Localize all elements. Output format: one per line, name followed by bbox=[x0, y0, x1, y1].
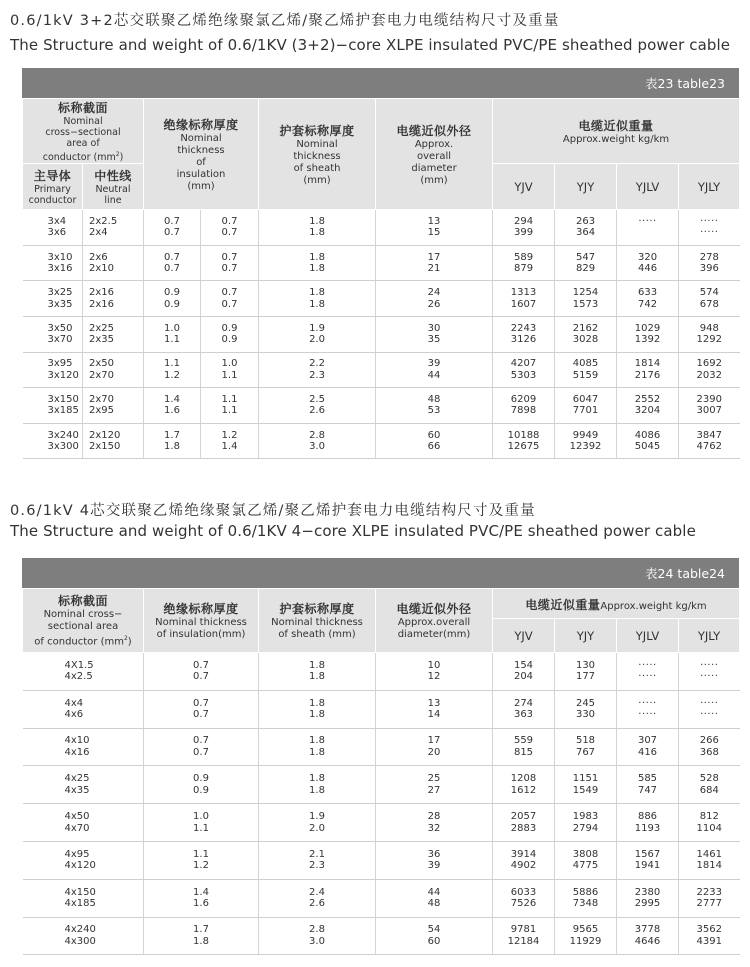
table23-yjlv-cell: 633 742 bbox=[617, 281, 679, 317]
table24-diameter-cell: 28 32 bbox=[376, 804, 493, 842]
table23-neutral-cell: 2x25 2x35 bbox=[83, 316, 144, 352]
table23-insulation-primary-cell: 1.1 1.2 bbox=[144, 352, 201, 388]
table24-area-header: 标称截面 Nominal cross− sectional area of conductor $(mm^2)$ bbox=[23, 589, 144, 653]
table24-area-cell: 4X1.5 4x2.5 bbox=[23, 653, 144, 691]
table24-yjy-cell: 245 330 bbox=[555, 690, 617, 728]
table24-yjv-cell: 9781 12184 bbox=[493, 917, 555, 955]
table23-yjv-cell: 10188 12675 bbox=[493, 423, 555, 459]
table24-area-cell: 4x240 4x300 bbox=[23, 917, 144, 955]
table24-yjlv-cell: 886 1193 bbox=[617, 804, 679, 842]
table24-area-cell: 4x10 4x16 bbox=[23, 728, 144, 766]
table24-yjy-header: YJY bbox=[555, 619, 617, 653]
table24-yjy-cell: 130 177 bbox=[555, 653, 617, 691]
table23-yjlv-cell: 4086 5045 bbox=[617, 423, 679, 459]
table24-yjlv-cell: ····· ····· bbox=[617, 690, 679, 728]
table-row bbox=[23, 766, 740, 804]
table-row bbox=[23, 690, 740, 728]
table-row bbox=[23, 841, 740, 879]
table23-insulation-primary-cell: 0.7 0.7 bbox=[144, 210, 201, 246]
table24-diameter-cell: 36 39 bbox=[376, 841, 493, 879]
table24-insulation-cell: 0.7 0.7 bbox=[144, 653, 259, 691]
table-row bbox=[23, 728, 740, 766]
table23-weight-header: 电缆近似重量 Approx.weight kg/km bbox=[493, 99, 740, 164]
table23-sheath-cell: 1.9 2.0 bbox=[259, 316, 376, 352]
section1-title-en: The Structure and weight of 0.6/1KV (3+2)−core XLPE insulated PVC/PE sheathed power cable bbox=[10, 36, 731, 54]
table24-insulation-header: 绝缘标称厚度 Nominal thickness of insulation(mm) bbox=[144, 589, 259, 653]
table23-insulation-neutral-cell: 0.9 0.9 bbox=[201, 316, 259, 352]
table23-neutral-cell: 2x70 2x95 bbox=[83, 388, 144, 424]
table23-sheath-cell: 1.8 1.8 bbox=[259, 210, 376, 246]
table-row bbox=[23, 352, 740, 388]
table24-yjly-cell: 2233 2777 bbox=[679, 879, 740, 917]
table23-insulation-neutral-cell: 1.0 1.1 bbox=[201, 352, 259, 388]
section1-title-cn: 0.6/1kV 3+2芯交联聚乙烯绝缘聚氯乙烯/聚乙烯护套电力电缆结构尺寸及重量 bbox=[10, 13, 560, 29]
table24-yjy-cell: 3808 4775 bbox=[555, 841, 617, 879]
table23-primary-header: 主导体 Primary conductor bbox=[23, 164, 83, 210]
table23-yjy-cell: 4085 5159 bbox=[555, 352, 617, 388]
table24-sheath-cell: 1.8 1.8 bbox=[259, 690, 376, 728]
table24-sheath-cell: 1.9 2.0 bbox=[259, 804, 376, 842]
table23-insulation-primary-cell: 1.7 1.8 bbox=[144, 423, 201, 459]
table24-yjy-cell: 1151 1549 bbox=[555, 766, 617, 804]
table24-yjlv-cell: 1567 1941 bbox=[617, 841, 679, 879]
table24-insulation-cell: 1.4 1.6 bbox=[144, 879, 259, 917]
table23-insulation-header: 绝缘标称厚度 Nominal thickness of insulation (mm) bbox=[144, 99, 259, 210]
table23-diameter-cell: 39 44 bbox=[376, 352, 493, 388]
table23-insulation-primary-cell: 0.9 0.9 bbox=[144, 281, 201, 317]
table-row bbox=[23, 879, 740, 917]
table24-yjv-cell: 2057 2883 bbox=[493, 804, 555, 842]
table24-yjv-header: YJV bbox=[493, 619, 555, 653]
table23-sheath-cell: 2.2 2.3 bbox=[259, 352, 376, 388]
table23-neutral-cell: 2x50 2x70 bbox=[83, 352, 144, 388]
table23-yjy-cell: 547 829 bbox=[555, 245, 617, 281]
table24-insulation-cell: 1.1 1.2 bbox=[144, 841, 259, 879]
table23-yjlv-header: YJLV bbox=[617, 164, 679, 210]
table-row bbox=[23, 281, 740, 317]
table23-insulation-neutral-cell: 0.7 0.7 bbox=[201, 210, 259, 246]
table24-area-cell: 4x4 4x6 bbox=[23, 690, 144, 728]
table24-yjlv-cell: 307 416 bbox=[617, 728, 679, 766]
table23-yjy-cell: 9949 12392 bbox=[555, 423, 617, 459]
table24-yjv-cell: 154 204 bbox=[493, 653, 555, 691]
table23-insulation-neutral-cell: 0.7 0.7 bbox=[201, 245, 259, 281]
table24-area-cell: 4x50 4x70 bbox=[23, 804, 144, 842]
table23-neutral-cell: 2x120 2x150 bbox=[83, 423, 144, 459]
table23-diameter-cell: 30 35 bbox=[376, 316, 493, 352]
table23-yjv-cell: 294 399 bbox=[493, 210, 555, 246]
table23-yjlv-cell: 1814 2176 bbox=[617, 352, 679, 388]
table24-area-cell: 4x150 4x185 bbox=[23, 879, 144, 917]
table23-diameter-cell: 24 26 bbox=[376, 281, 493, 317]
table23-yjy-cell: 2162 3028 bbox=[555, 316, 617, 352]
table-row bbox=[23, 423, 740, 459]
table23-yjly-cell: 3847 4762 bbox=[679, 423, 740, 459]
table-row bbox=[23, 388, 740, 424]
table24-sheath-cell: 1.8 1.8 bbox=[259, 653, 376, 691]
table23-primary-cell: 3x240 3x300 bbox=[23, 423, 83, 459]
table24-yjy-cell: 1983 2794 bbox=[555, 804, 617, 842]
table24-label-bar bbox=[22, 558, 739, 588]
table23-primary-cell: 3x4 3x6 bbox=[23, 210, 83, 246]
table23-primary-cell: 3x150 3x185 bbox=[23, 388, 83, 424]
table23-body bbox=[23, 210, 740, 459]
table24-diameter-cell: 10 12 bbox=[376, 653, 493, 691]
table24-yjly-cell: 1461 1814 bbox=[679, 841, 740, 879]
table24-insulation-cell: 0.9 0.9 bbox=[144, 766, 259, 804]
table24-insulation-cell: 0.7 0.7 bbox=[144, 690, 259, 728]
table23-sheath-cell: 1.8 1.8 bbox=[259, 245, 376, 281]
table23-yjv-cell: 4207 5303 bbox=[493, 352, 555, 388]
section2-title-cn: 0.6/1kV 4芯交联聚乙烯绝缘聚氯乙烯/聚乙烯护套电力电缆结构尺寸及重量 bbox=[10, 503, 536, 519]
table23-yjlv-cell: 1029 1392 bbox=[617, 316, 679, 352]
table24-yjy-cell: 5886 7348 bbox=[555, 879, 617, 917]
table23-diameter-cell: 13 15 bbox=[376, 210, 493, 246]
table23-yjv-cell: 2243 3126 bbox=[493, 316, 555, 352]
table23-grid bbox=[22, 98, 740, 459]
table24-weight-header: 电缆近似重量Approx.weight kg/km bbox=[493, 589, 740, 619]
table24-sheath-cell: 1.8 1.8 bbox=[259, 766, 376, 804]
table-row bbox=[23, 210, 740, 246]
table24-insulation-cell: 0.7 0.7 bbox=[144, 728, 259, 766]
table23-yjlv-cell: 320 446 bbox=[617, 245, 679, 281]
table24-yjv-cell: 1208 1612 bbox=[493, 766, 555, 804]
table23-primary-cell: 3x50 3x70 bbox=[23, 316, 83, 352]
table23-neutral-cell: 2x2.5 2x4 bbox=[83, 210, 144, 246]
table-row bbox=[23, 316, 740, 352]
table23-diameter-cell: 48 53 bbox=[376, 388, 493, 424]
table24-sheath-cell: 2.4 2.6 bbox=[259, 879, 376, 917]
table-row bbox=[23, 917, 740, 955]
table24-label: 表24 table24 bbox=[645, 566, 725, 581]
table23-sheath-cell: 1.8 1.8 bbox=[259, 281, 376, 317]
table23-yjy-cell: 1254 1573 bbox=[555, 281, 617, 317]
table24-body bbox=[23, 653, 740, 955]
table23-yjy-cell: 6047 7701 bbox=[555, 388, 617, 424]
table-row bbox=[23, 653, 740, 691]
table23-yjly-cell: ····· ····· bbox=[679, 210, 740, 246]
table24-sheath-cell: 2.1 2.3 bbox=[259, 841, 376, 879]
section2-title-en: The Structure and weight of 0.6/1KV 4−core XLPE insulated PVC/PE sheathed power cable bbox=[10, 522, 696, 540]
table23-diameter-cell: 17 21 bbox=[376, 245, 493, 281]
table23-yjv-cell: 1313 1607 bbox=[493, 281, 555, 317]
table23-neutral-cell: 2x16 2x16 bbox=[83, 281, 144, 317]
table23-neutral-header: 中性线 Neutral line bbox=[83, 164, 144, 210]
table24-yjly-cell: ····· ····· bbox=[679, 690, 740, 728]
table24-yjlv-cell: 2380 2995 bbox=[617, 879, 679, 917]
table24-diameter-header: 电缆近似外径 Approx.overall diameter(mm) bbox=[376, 589, 493, 653]
table23-insulation-primary-cell: 1.4 1.6 bbox=[144, 388, 201, 424]
table23-insulation-neutral-cell: 0.7 0.7 bbox=[201, 281, 259, 317]
table23-primary-cell: 3x95 3x120 bbox=[23, 352, 83, 388]
table24-yjlv-header: YJLV bbox=[617, 619, 679, 653]
table23-diameter-cell: 60 66 bbox=[376, 423, 493, 459]
table23-sheath-cell: 2.8 3.0 bbox=[259, 423, 376, 459]
table23-yjv-cell: 589 879 bbox=[493, 245, 555, 281]
table23-sheath-cell: 2.5 2.6 bbox=[259, 388, 376, 424]
table24-yjly-cell: 812 1104 bbox=[679, 804, 740, 842]
table24-grid bbox=[22, 588, 740, 955]
table23-primary-cell: 3x25 3x35 bbox=[23, 281, 83, 317]
table23-yjv-header: YJV bbox=[493, 164, 555, 210]
table23-yjy-cell: 263 364 bbox=[555, 210, 617, 246]
table23-yjly-cell: 2390 3007 bbox=[679, 388, 740, 424]
table24-yjlv-cell: 3778 4646 bbox=[617, 917, 679, 955]
table23-yjv-cell: 6209 7898 bbox=[493, 388, 555, 424]
table-row bbox=[23, 245, 740, 281]
table24-area-cell: 4x25 4x35 bbox=[23, 766, 144, 804]
table23-insulation-neutral-cell: 1.1 1.1 bbox=[201, 388, 259, 424]
table24-yjly-cell: 3562 4391 bbox=[679, 917, 740, 955]
table24 bbox=[22, 558, 739, 955]
table24-sheath-cell: 2.8 3.0 bbox=[259, 917, 376, 955]
table23-yjly-cell: 278 396 bbox=[679, 245, 740, 281]
table24-diameter-cell: 44 48 bbox=[376, 879, 493, 917]
table24-yjlv-cell: ····· ····· bbox=[617, 653, 679, 691]
table24-diameter-cell: 54 60 bbox=[376, 917, 493, 955]
table24-diameter-cell: 25 27 bbox=[376, 766, 493, 804]
table24-yjy-cell: 518 767 bbox=[555, 728, 617, 766]
table23-yjly-header: YJLY bbox=[679, 164, 740, 210]
table24-yjlv-cell: 585 747 bbox=[617, 766, 679, 804]
table24-yjv-cell: 559 815 bbox=[493, 728, 555, 766]
table24-insulation-cell: 1.0 1.1 bbox=[144, 804, 259, 842]
table23-yjly-cell: 1692 2032 bbox=[679, 352, 740, 388]
table23-primary-cell: 3x10 3x16 bbox=[23, 245, 83, 281]
table24-yjv-cell: 6033 7526 bbox=[493, 879, 555, 917]
table23-sheath-header: 护套标称厚度 Nominal thickness of sheath (mm) bbox=[259, 99, 376, 210]
table24-yjv-cell: 3914 4902 bbox=[493, 841, 555, 879]
table24-yjv-cell: 274 363 bbox=[493, 690, 555, 728]
table24-yjly-cell: ····· ····· bbox=[679, 653, 740, 691]
table24-area-cell: 4x95 4x120 bbox=[23, 841, 144, 879]
table24-yjly-cell: 528 684 bbox=[679, 766, 740, 804]
table23-label: 表23 table23 bbox=[645, 76, 725, 91]
table24-yjly-cell: 266 368 bbox=[679, 728, 740, 766]
table23-diameter-header: 电缆近似外径 Approx. overall diameter (mm) bbox=[376, 99, 493, 210]
table24-sheath-cell: 1.8 1.8 bbox=[259, 728, 376, 766]
table24-diameter-cell: 13 14 bbox=[376, 690, 493, 728]
table24-diameter-cell: 17 20 bbox=[376, 728, 493, 766]
table23-yjly-cell: 948 1292 bbox=[679, 316, 740, 352]
table23-insulation-neutral-cell: 1.2 1.4 bbox=[201, 423, 259, 459]
table23-label-bar bbox=[22, 68, 739, 98]
table23-insulation-primary-cell: 0.7 0.7 bbox=[144, 245, 201, 281]
table-row bbox=[23, 804, 740, 842]
table23-insulation-primary-cell: 1.0 1.1 bbox=[144, 316, 201, 352]
table24-insulation-cell: 1.7 1.8 bbox=[144, 917, 259, 955]
table23-yjlv-cell: ····· bbox=[617, 210, 679, 246]
table23-yjy-header: YJY bbox=[555, 164, 617, 210]
table23-yjly-cell: 574 678 bbox=[679, 281, 740, 317]
table23-neutral-cell: 2x6 2x10 bbox=[83, 245, 144, 281]
table24-sheath-header: 护套标称厚度 Nominal thickness of sheath (mm) bbox=[259, 589, 376, 653]
table23-yjlv-cell: 2552 3204 bbox=[617, 388, 679, 424]
table24-yjy-cell: 9565 11929 bbox=[555, 917, 617, 955]
table24-yjly-header: YJLY bbox=[679, 619, 740, 653]
table23-area-header: 标称截面 Nominal cross−sectional area of conductor $(mm^2)$ bbox=[23, 99, 144, 164]
table23 bbox=[22, 68, 739, 459]
